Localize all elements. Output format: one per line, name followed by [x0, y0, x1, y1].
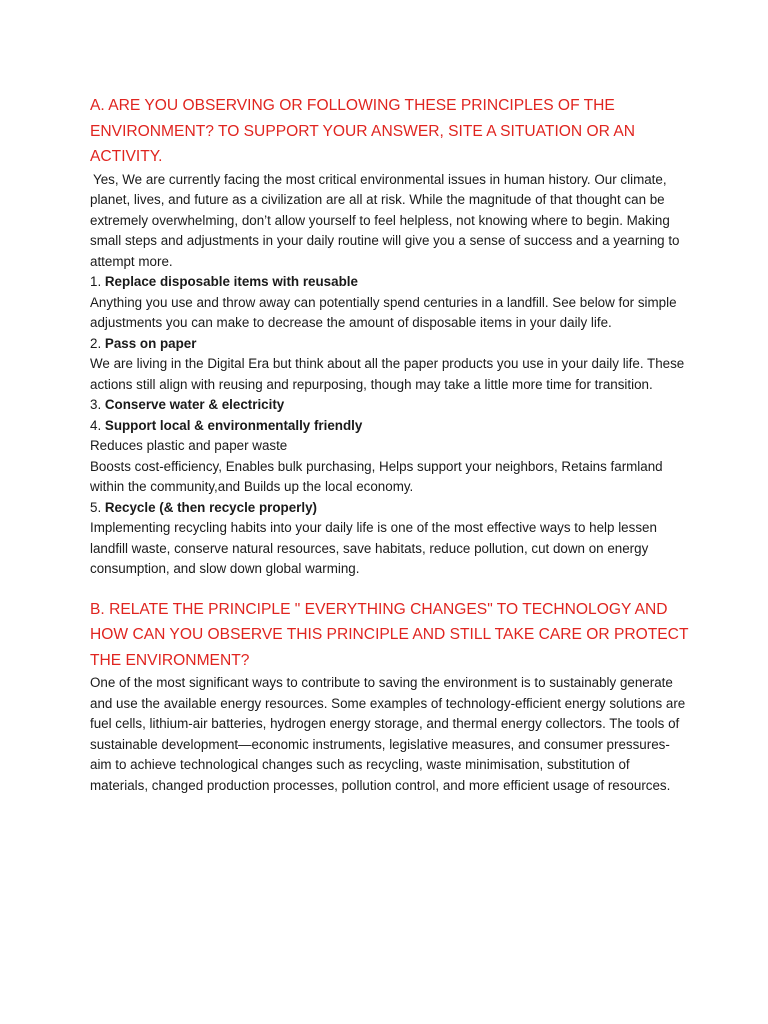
item-title: Recycle (& then recycle properly) [104, 499, 317, 515]
list-item [90, 498, 690, 519]
question-b-answer: One of the most significant ways to contribute to saving the environment is to sustainably generate and use the available energy resources. Some examples of technology-efficient energy solutions are fuel cells, lithium-air batteries, hydrogen energy storage, and thermal energy collectors. The tools of sustainable development—economic instruments, legislative measures, and consumer pressures- aim to achieve technological changes such as recycling, waste minimisation, substitution of materials, changed production processes, pollution control, and more efficient usage of resources. [90, 675, 686, 793]
item-1-text: Anything you use and throw away can potentially spend centuries in a landfill. See below for simple adjustments you can make to decrease the amount of disposable items in your daily life. [90, 294, 677, 330]
item-title: Support local & environmentally friendly [104, 417, 363, 433]
item-number: 2. [90, 335, 105, 351]
document-content [90, 93, 690, 796]
item-number: 3. [90, 397, 105, 412]
question-b-heading: B. RELATE THE PRINCIPLE " EVERYTHING CHANGES" TO TECHNOLOGY AND HOW CAN YOU OBSERVE THIS PRINCIPLE AND STILL TAKE CARE OR PROTECT THE ENVIRONMENT? [90, 600, 689, 669]
list-item [90, 416, 690, 437]
item-title: Replace disposable items with reusable [104, 274, 358, 289]
list-item [90, 395, 690, 416]
item-title: Conserve water & electricity [104, 397, 285, 412]
item-5-text: Implementing recycling habits into your daily life is one of the most effective ways to help lessen landfill waste, conserve natural resources, save habitats, reduce pollution, cut down on energy consumption, and slow down global warming. [90, 520, 657, 576]
item-number: 4. [90, 417, 105, 433]
item-2-text: We are living in the Digital Era but think about all the paper products you use in your daily life. These actions still align with reusing and repurposing, though may take a little more time for transition. [90, 356, 685, 392]
list-item [90, 334, 690, 355]
item-4-text-2: Boosts cost-efficiency, Enables bulk purchasing, Helps support your neighbors, Retains farmland within the community,and Builds up the local economy. [90, 458, 663, 494]
item-number: 1. [90, 274, 105, 289]
item-number: 5. [90, 499, 105, 515]
list-item [90, 272, 690, 293]
item-title: Pass on paper [104, 335, 197, 351]
item-4-text-1: Reduces plastic and paper waste [90, 438, 288, 453]
question-a-heading: A. ARE YOU OBSERVING OR FOLLOWING THESE PRINCIPLES OF THE ENVIRONMENT? TO SUPPORT YOUR ANSWER, SITE A SITUATION OR AN ACTIVITY. [90, 97, 636, 165]
question-a-intro: Yes, We are currently facing the most critical environmental issues in human history. Our climate, planet, lives, and future as a civilization are all at risk. While the magnitude of that thought can be extremely overwhelming, don’t allow yourself to feel helpless, not knowing where to begin. Making small steps and adjustments in your daily routine will give you a sense of success and a yearning to attempt more. [90, 171, 680, 269]
